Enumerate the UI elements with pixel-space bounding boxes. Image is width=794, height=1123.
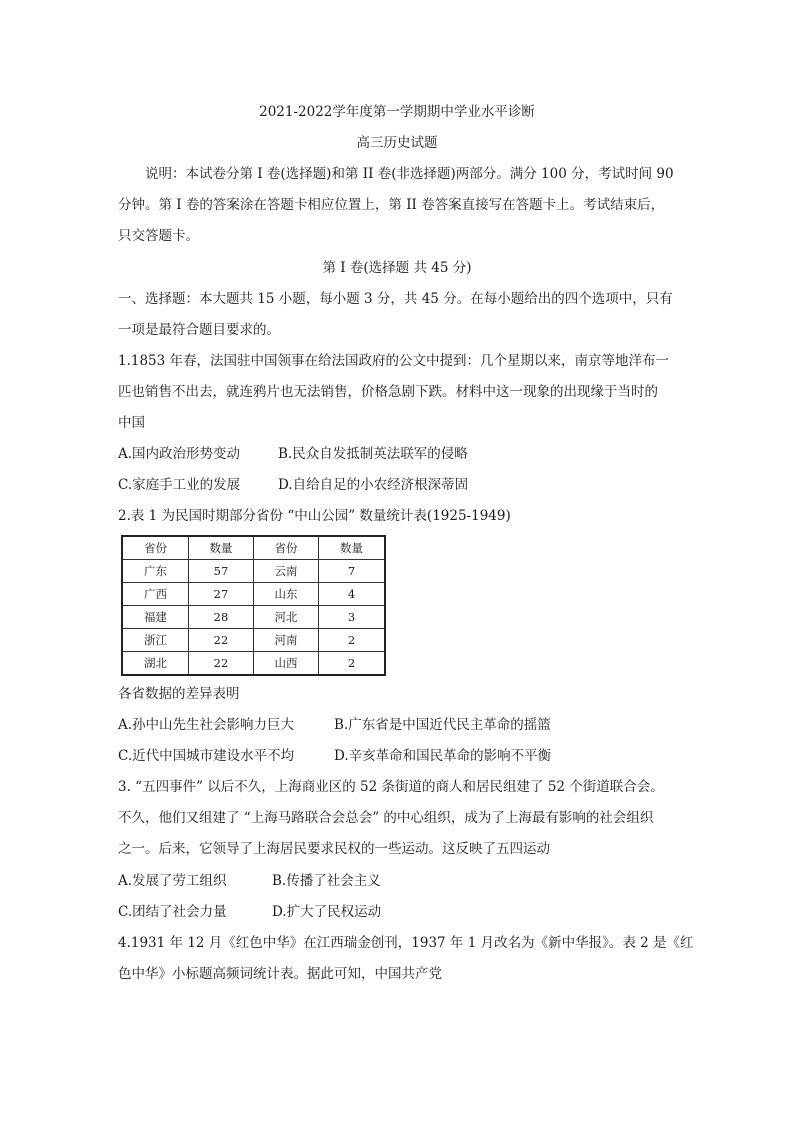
table-cell: 山东: [253, 583, 318, 606]
q3-text-line-3: 之一。后来，它领导了上海居民要求民权的一些运动。这反映了五四运动: [118, 841, 550, 857]
table-row: [122, 583, 385, 606]
table-cell: 广东: [122, 560, 188, 583]
table-cell: 浙江: [122, 629, 188, 652]
section-intro-line-1: 一、选择题：本大题共 15 小题，每小题 3 分，共 45 分。在每小题给出的四个选项中，只有: [118, 291, 673, 307]
table-row: [122, 629, 385, 652]
table-header-row: [122, 536, 385, 560]
q2-option-a: A.孙中山先生社会影响力巨大: [118, 717, 295, 733]
q3-option-d: D.扩大了民权运动: [272, 904, 382, 920]
q3-text-line-1: 3. “五四事件” 以后不久，上海商业区的 52 条街道的商人和居民组建了 52 个街道联合会。: [118, 779, 664, 795]
instructions-line-1: 说明：本试卷分第 I 卷(选择题)和第 II 卷(非选择题)两部分。满分 100 分，考试时间 90: [145, 166, 674, 182]
table-cell: 云南: [253, 560, 318, 583]
instructions-line-3: 只交答题卡。: [118, 228, 199, 244]
q1-option-b: B.民众自发抵制英法联军的侵略: [278, 446, 468, 462]
table-cell: 2: [319, 652, 385, 676]
table-header-cell: 省份: [253, 536, 318, 560]
section-title: 第 I 卷(选择题 共 45 分): [322, 260, 472, 276]
q1-text-line-2: 匹也销售不出去，就连鸦片也无法销售，价格急剧下跌。材料中这一现象的出现缘于当时的: [118, 384, 658, 400]
exam-subtitle: 高三历史试题: [356, 135, 438, 151]
q2-after-table: 各省数据的差异表明: [118, 686, 240, 702]
table-cell: 福建: [122, 606, 188, 629]
table-cell: 3: [319, 606, 385, 629]
q1-option-c: C.家庭手工业的发展: [118, 477, 241, 493]
table-header-cell: 数量: [188, 536, 253, 560]
table-row: [122, 560, 385, 583]
table-row: [122, 652, 385, 676]
table-cell: 4: [319, 583, 385, 606]
table-cell: 河南: [253, 629, 318, 652]
q1-option-a: A.国内政治形势变动: [118, 446, 241, 462]
q2-option-c: C.近代中国城市建设水平不均: [118, 748, 295, 764]
table-cell: 22: [188, 652, 253, 676]
q2-text-line-1: 2.表 1 为民国时期部分省份 “中山公园” 数量统计表(1925-1949): [118, 508, 511, 524]
q1-text-line-3: 中国: [118, 415, 145, 431]
q3-text-line-2: 不久，他们又组建了 “上海马路联合会总会” 的中心组织，成为了上海最有影响的社会组织: [118, 810, 654, 826]
table-cell: 7: [319, 560, 385, 583]
table-cell: 28: [188, 606, 253, 629]
table-cell: 57: [188, 560, 253, 583]
table-row: [122, 606, 385, 629]
table-cell: 2: [319, 629, 385, 652]
q4-text-line-1: 4.1931 年 12 月《红色中华》在江西瑞金创刊，1937 年 1 月改名为《新中华报》。表 2 是《红: [118, 935, 694, 951]
table-cell: 山西: [253, 652, 318, 676]
section-intro-line-2: 一项是最符合题目要求的。: [118, 322, 280, 338]
q1-option-d: D.自给自足的小农经济根深蒂固: [278, 477, 469, 493]
q3-option-b: B.传播了社会主义: [272, 873, 381, 889]
table-1: [121, 535, 386, 676]
q2-option-b: B.广东省是中国近代民主革命的摇篮: [334, 717, 551, 733]
q3-option-c: C.团结了社会力量: [118, 904, 227, 920]
table-cell: 广西: [122, 583, 188, 606]
table-cell: 22: [188, 629, 253, 652]
table-cell: 河北: [253, 606, 318, 629]
exam-title: 2021-2022学年度第一学期期中学业水平诊断: [259, 104, 535, 120]
table-cell: 27: [188, 583, 253, 606]
q1-text-line-1: 1.1853 年春，法国驻中国领事在给法国政府的公文中提到：几个星期以来，南京等地洋布一: [118, 353, 670, 369]
instructions-line-2: 分钟。第 I 卷的答案涂在答题卡相应位置上，第 II 卷答案直接写在答题卡上。考试结束后，: [118, 197, 665, 213]
table-cell: 湖北: [122, 652, 188, 676]
q4-text-line-2: 色中华》小标题高频词统计表。据此可知，中国共产党: [118, 966, 442, 982]
table-header-cell: 数量: [319, 536, 385, 560]
table-header-cell: 省份: [122, 536, 188, 560]
q2-option-d: D.辛亥革命和国民革命的影响不平衡: [334, 748, 552, 764]
q3-option-a: A.发展了劳工组织: [118, 873, 227, 889]
